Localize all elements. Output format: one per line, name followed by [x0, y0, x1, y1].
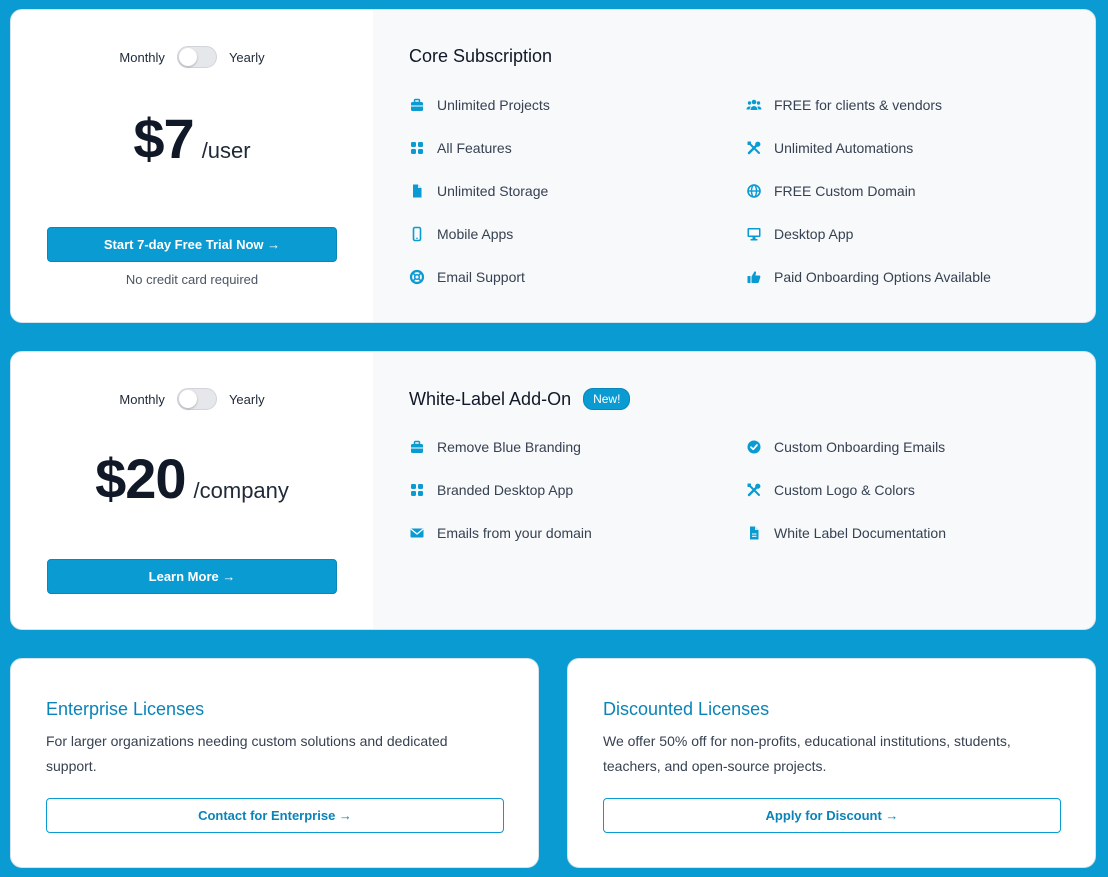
start-trial-button[interactable]: Start 7-day Free Trial Now →: [47, 227, 337, 262]
check-circle-icon: [746, 439, 762, 455]
feature-label: Unlimited Storage: [437, 183, 549, 199]
feature-item: [409, 223, 746, 245]
no-credit-card-note: No credit card required: [125, 272, 259, 287]
feature-item: [409, 522, 746, 544]
grid-icon: [409, 482, 425, 498]
discount-title: Discounted Licenses: [603, 699, 770, 719]
billing-switch[interactable]: [177, 46, 217, 68]
feature-label: Emails from your domain: [437, 525, 592, 541]
new-badge: New!: [583, 388, 630, 410]
mobile-icon: [409, 226, 425, 242]
apply-discount-button[interactable]: Apply for Discount →: [603, 798, 1061, 833]
feature-label: Email Support: [437, 269, 525, 285]
billing-toggle: [11, 46, 373, 68]
discount-description: We offer 50% off for non-profits, educational institutions, students, teachers, and open-source projects.: [603, 733, 1011, 774]
feature-label: Custom Logo & Colors: [774, 482, 915, 498]
feature-item: [746, 266, 1083, 288]
desktop-icon: [746, 226, 762, 242]
tools-icon: [746, 140, 762, 156]
toggle-monthly-label: Monthly: [119, 49, 165, 65]
feature-label: FREE for clients & vendors: [774, 97, 943, 113]
feature-label: Unlimited Projects: [437, 97, 550, 113]
feature-label: Branded Desktop App: [437, 482, 574, 498]
enterprise-description: For larger organizations needing custom solutions and dedicated support.: [46, 733, 448, 774]
thumbs-up-icon: [746, 269, 762, 285]
toggle-yearly-label: Yearly: [228, 391, 265, 407]
lifebuoy-icon: [409, 269, 425, 285]
enterprise-card: [10, 658, 539, 868]
feature-label: FREE Custom Domain: [774, 183, 916, 199]
core-subscription-card: [10, 9, 1096, 323]
switch-knob: [179, 390, 197, 408]
feature-label: Remove Blue Branding: [437, 439, 581, 455]
enterprise-title: Enterprise Licenses: [46, 699, 205, 719]
feature-list: [409, 436, 1083, 544]
globe-icon: [746, 183, 762, 199]
core-features-pane: [373, 10, 1095, 322]
feature-item: [746, 223, 1083, 245]
feature-item: [409, 94, 746, 116]
core-price: [11, 106, 373, 171]
briefcase-icon: [409, 97, 425, 113]
feature-item: [746, 436, 1083, 458]
feature-item: [746, 180, 1083, 202]
feature-item: [409, 436, 746, 458]
file-icon: [409, 183, 425, 199]
feature-item: [746, 94, 1083, 116]
contact-enterprise-button[interactable]: Contact for Enterprise →: [46, 798, 504, 833]
price-unit: /company: [193, 478, 289, 503]
white-label-pricing-pane: [11, 352, 373, 629]
feature-item: [409, 266, 746, 288]
tools-icon: [746, 482, 762, 498]
white-label-card: [10, 351, 1096, 630]
white-label-title: White-Label Add-On: [409, 388, 572, 409]
core-title: Core Subscription: [409, 46, 553, 66]
feature-item: [409, 479, 746, 501]
feature-label: Unlimited Automations: [774, 140, 914, 156]
toggle-yearly-label: Yearly: [228, 49, 265, 65]
feature-label: Mobile Apps: [437, 226, 514, 242]
grid-icon: [409, 140, 425, 156]
discount-card: [567, 658, 1096, 868]
core-pricing-pane: [11, 10, 373, 322]
document-icon: [746, 525, 762, 541]
billing-switch[interactable]: [177, 388, 217, 410]
white-label-price: [11, 446, 373, 511]
feature-label: Custom Onboarding Emails: [774, 439, 946, 455]
feature-label: Desktop App: [774, 226, 854, 242]
price-amount: $7: [133, 107, 194, 170]
envelope-icon: [409, 525, 425, 541]
users-icon: [746, 97, 762, 113]
feature-label: Paid Onboarding Options Available: [774, 269, 991, 285]
feature-item: [409, 180, 746, 202]
toggle-monthly-label: Monthly: [119, 391, 165, 407]
feature-label: All Features: [437, 140, 512, 156]
plan-title: [409, 46, 552, 67]
feature-list: [409, 94, 1083, 288]
feature-label: White Label Documentation: [774, 525, 946, 541]
briefcase-icon: [409, 439, 425, 455]
feature-item: [746, 479, 1083, 501]
plan-title: [409, 388, 630, 410]
price-unit: /user: [201, 138, 251, 163]
feature-item: [409, 137, 746, 159]
price-amount: $20: [95, 447, 186, 510]
feature-item: [746, 137, 1083, 159]
learn-more-button[interactable]: Learn More →: [47, 559, 337, 594]
feature-item: [746, 522, 1083, 544]
switch-knob: [179, 48, 197, 66]
billing-toggle: [11, 388, 373, 410]
white-label-features-pane: [373, 352, 1095, 629]
